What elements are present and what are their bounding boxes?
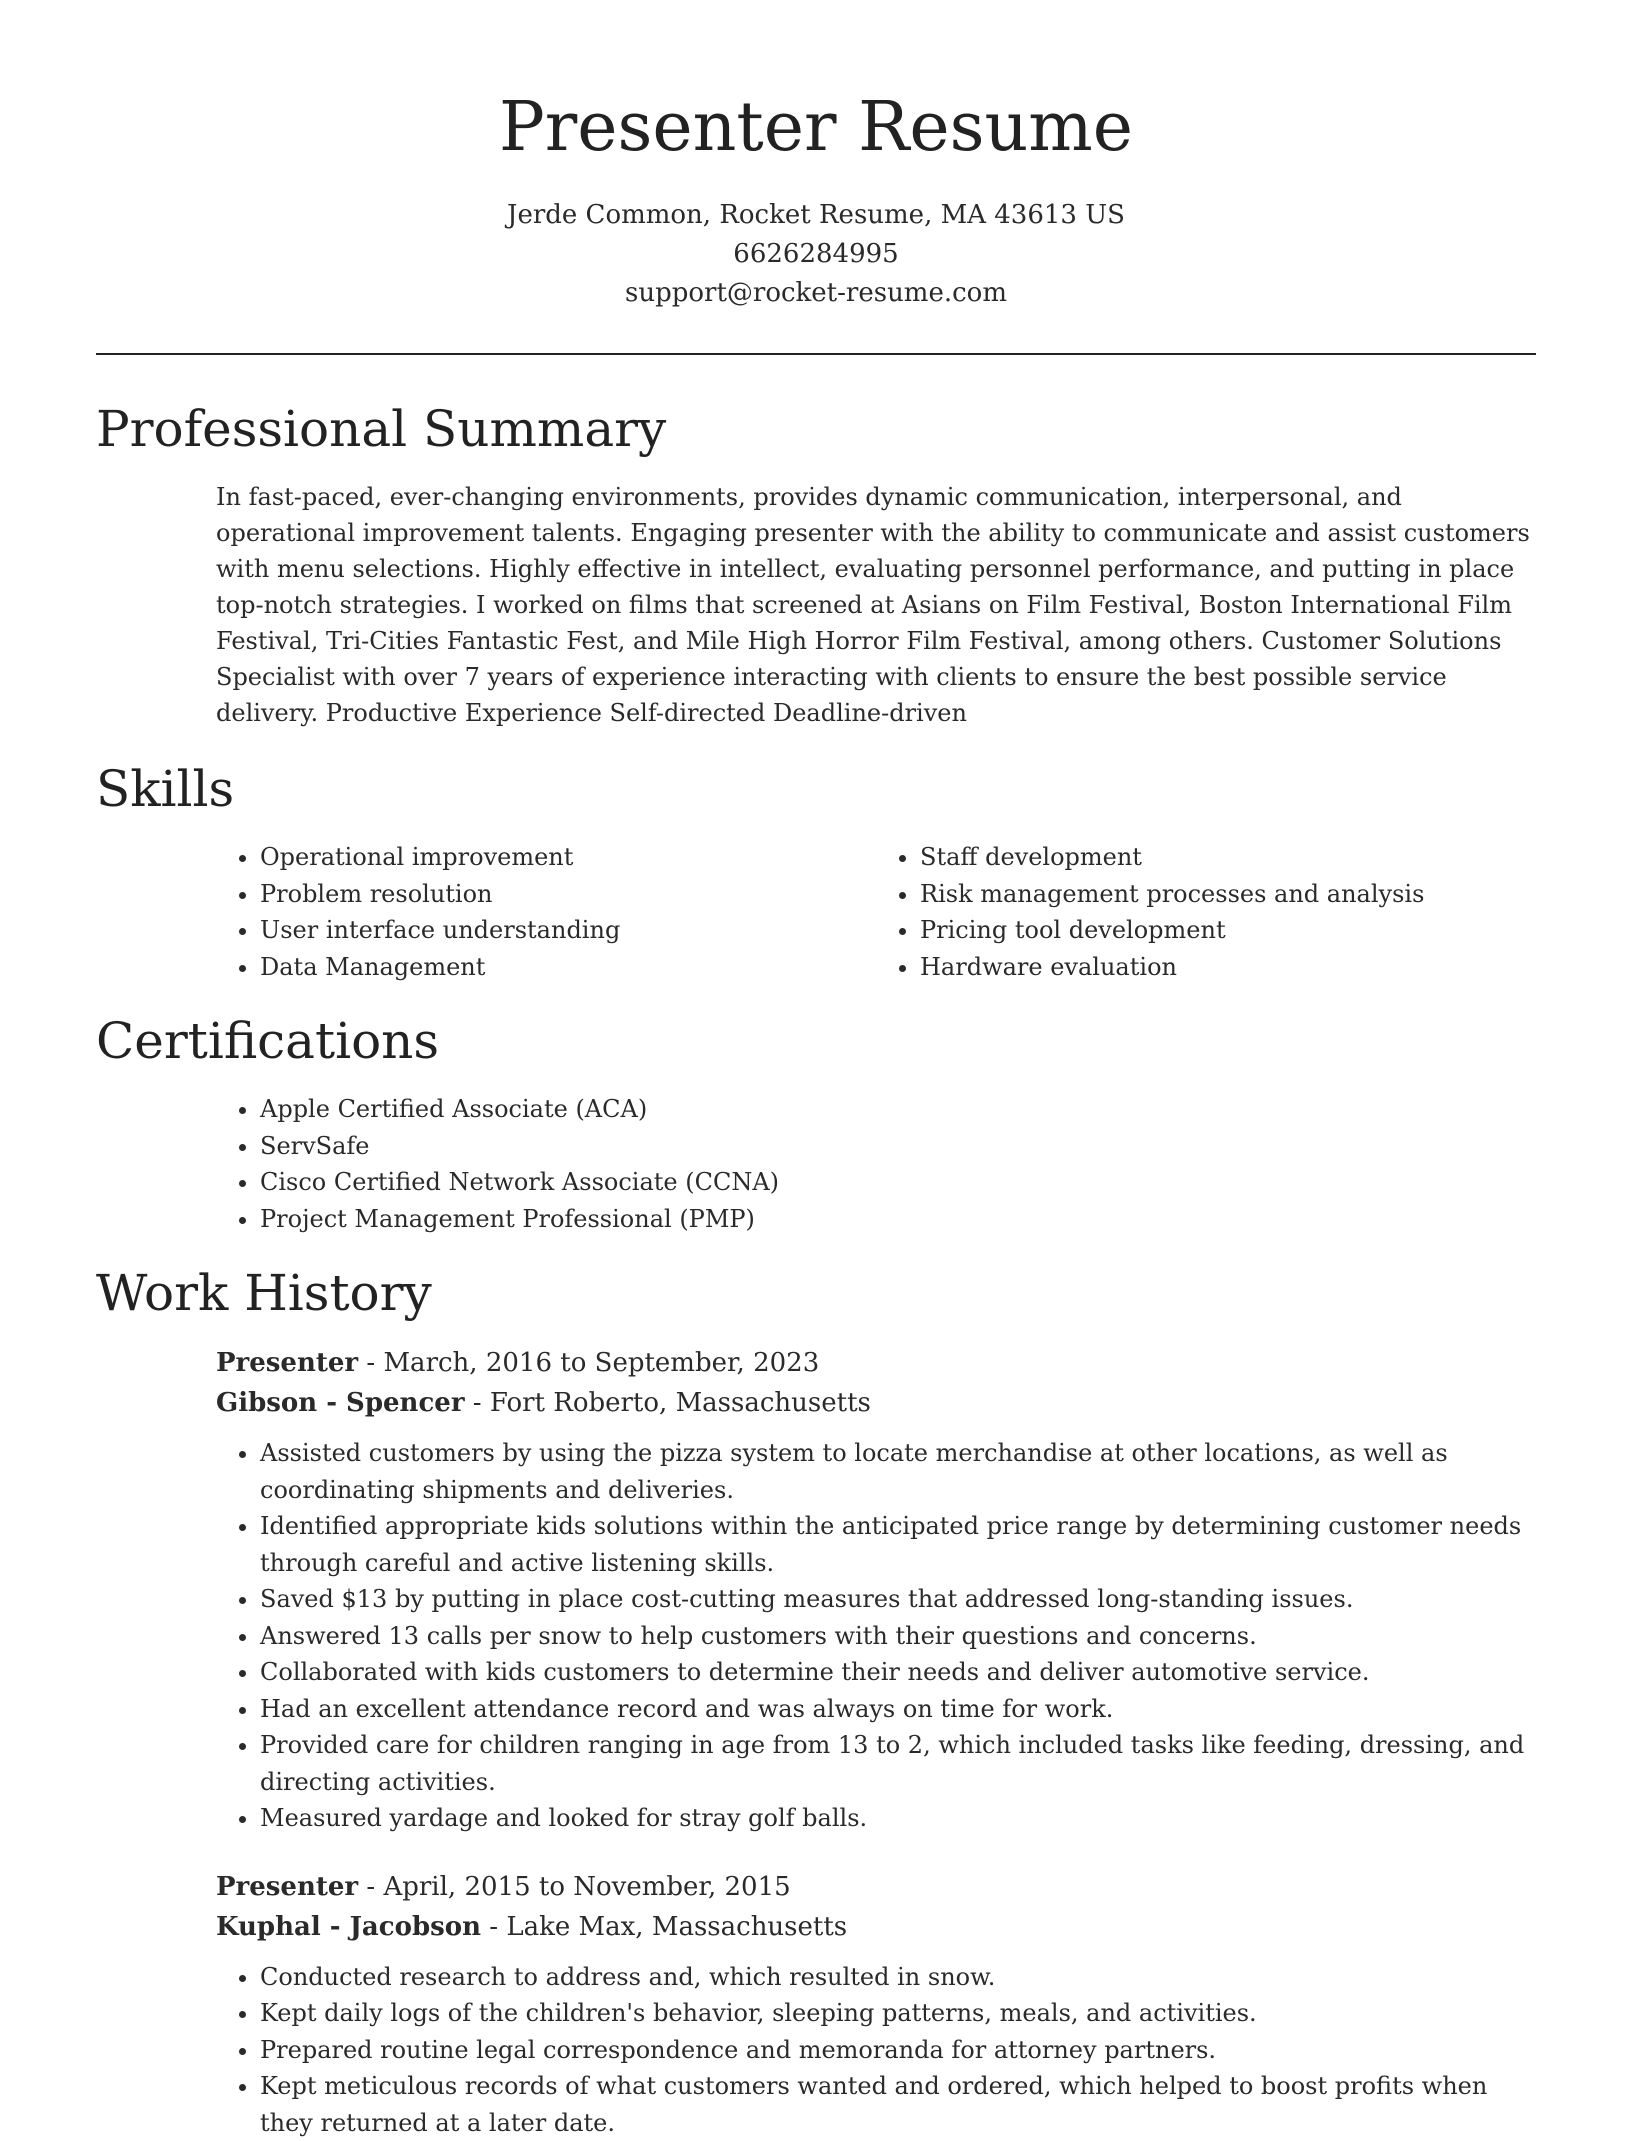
- certifications-bullets: [216, 1091, 1536, 1237]
- job-entry: [216, 1867, 1536, 2141]
- skill-item: • Pricing tool development: [920, 912, 1536, 949]
- job-role: Presenter: [216, 1348, 358, 1378]
- skill-item: • Staff development: [920, 839, 1536, 876]
- job-bullet: • Had an excellent attendance record and was always on time for work.: [260, 1691, 1536, 1728]
- job-dates: - March, 2016 to September, 2023: [358, 1348, 819, 1378]
- address: Jerde Common, Rocket Resume, MA 43613 US: [0, 196, 1632, 235]
- skills-list: [216, 839, 1536, 985]
- certifications-heading: Certifications: [96, 1009, 1632, 1073]
- header-divider: [96, 353, 1536, 355]
- certifications-list: [216, 1091, 1536, 1237]
- certification-item: • Project Management Professional (PMP): [260, 1201, 1536, 1238]
- resume-title: Presenter Resume: [0, 86, 1632, 170]
- work-history-heading: Work History: [96, 1261, 1632, 1325]
- job-bullet: • Measured yardage and looked for stray golf balls.: [260, 1800, 1536, 1837]
- skills-column-left: [216, 839, 876, 985]
- job-title-line: [216, 1343, 1536, 1383]
- job-bullet: • Identified appropriate kids solutions within the anticipated price range by determining customer needs through careful and active listening skills.: [260, 1508, 1536, 1581]
- skill-item: • Risk management processes and analysis: [920, 876, 1536, 913]
- job-company: Kuphal - Jacobson: [216, 1912, 481, 1942]
- skill-item: • Data Management: [260, 949, 876, 986]
- job-title-line: [216, 1867, 1536, 1907]
- summary-heading: Professional Summary: [96, 397, 1632, 461]
- skill-item: • Operational improvement: [260, 839, 876, 876]
- job-location: - Fort Roberto, Massachusetts: [465, 1388, 871, 1418]
- job-bullet: • Assisted customers by using the pizza system to locate merchandise at other locations, as well as coordinating shipments and deliveries.: [260, 1435, 1536, 1508]
- job-bullet: • Saved $13 by putting in place cost-cutting measures that addressed long-standing issues.: [260, 1581, 1536, 1618]
- summary-text: In fast-paced, ever-changing environments, provides dynamic communication, interpersonal, and operational improvement talents. Engaging presenter with the ability to communicate and assist customers with menu selections. Highly effective in intellect, evaluating personnel performance, and putting in place top-notch strategies. I worked on films that screened at Asians on Film Festival, Boston International Film Festival, Tri-Cities Fantastic Fest, and Mile High Horror Film Festival, among others. Customer Solutions Specialist with over 7 years of experience interacting with clients to ensure the best possible service delivery. Productive Experience Self-directed Deadline-driven: [216, 479, 1536, 731]
- certification-item: • Apple Certified Associate (ACA): [260, 1091, 1536, 1128]
- contact-block: [0, 196, 1632, 313]
- job-role: Presenter: [216, 1872, 358, 1902]
- job-bullets: [216, 1435, 1536, 1837]
- skills-heading: Skills: [96, 757, 1632, 821]
- phone: 6626284995: [0, 235, 1632, 274]
- job-dates: - April, 2015 to November, 2015: [358, 1872, 791, 1902]
- email: support@rocket-resume.com: [0, 274, 1632, 313]
- job-bullet: • Collaborated with kids customers to determine their needs and deliver automotive service.: [260, 1654, 1536, 1691]
- certification-item: • ServSafe: [260, 1128, 1536, 1165]
- job-bullet: • Kept meticulous records of what customers wanted and ordered, which helped to boost profits when they returned at a later date.: [260, 2068, 1536, 2141]
- job-company-line: [216, 1907, 1536, 1947]
- resume-header: [0, 0, 1632, 313]
- certification-item: • Cisco Certified Network Associate (CCNA): [260, 1164, 1536, 1201]
- job-company-line: [216, 1383, 1536, 1423]
- skill-item: • Problem resolution: [260, 876, 876, 913]
- job-location: - Lake Max, Massachusetts: [481, 1912, 847, 1942]
- job-bullet: • Answered 13 calls per snow to help customers with their questions and concerns.: [260, 1618, 1536, 1655]
- job-company: Gibson - Spencer: [216, 1388, 465, 1418]
- job-bullet: • Provided care for children ranging in age from 13 to 2, which included tasks like feeding, dressing, and directing activities.: [260, 1727, 1536, 1800]
- skill-item: • User interface understanding: [260, 912, 876, 949]
- skill-item: • Hardware evaluation: [920, 949, 1536, 986]
- job-entry: [216, 1343, 1536, 1837]
- job-bullet: • Prepared routine legal correspondence and memoranda for attorney partners.: [260, 2032, 1536, 2069]
- job-bullet: • Conducted research to address and, which resulted in snow.: [260, 1959, 1536, 1996]
- skills-column-right: [876, 839, 1536, 985]
- job-bullet: • Kept daily logs of the children's behavior, sleeping patterns, meals, and activities.: [260, 1995, 1536, 2032]
- job-bullets: [216, 1959, 1536, 2141]
